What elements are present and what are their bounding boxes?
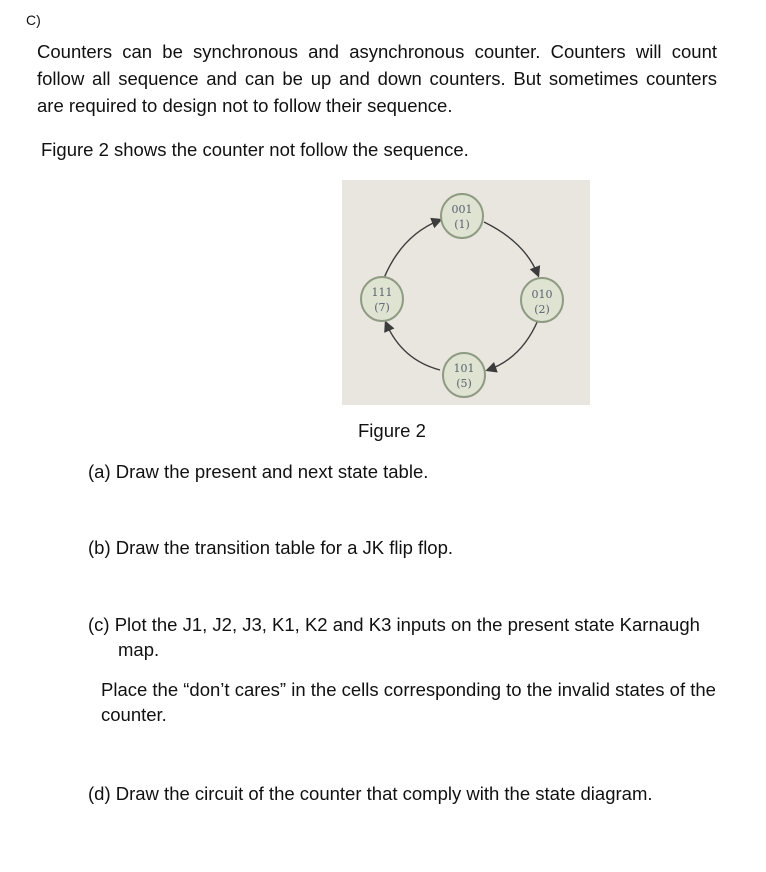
question-c-line-1: (c) Plot the J1, J2, J3, K1, K2 and K3 inputs on the present state Karnaugh (88, 614, 700, 635)
question-c (88, 612, 728, 662)
state-2-binary: 010 (531, 288, 553, 301)
state-1-binary: 001 (451, 203, 473, 216)
section-label: C) (26, 12, 41, 28)
intro-paragraph: Counters can be synchronous and asynchronous counter. Counters will count follow all sequence and can be up and down counters. But sometimes counters are required to design not to follow their sequence. (37, 41, 717, 116)
state-7-binary: 111 (371, 286, 393, 299)
question-c-line-2: map. (118, 639, 160, 660)
question-a: (a) Draw the present and next state table. (88, 461, 429, 482)
state-2-decimal: (2) (534, 303, 550, 316)
question-b: (b) Draw the transition table for a JK flip flop. (88, 537, 454, 558)
figure-caption: Figure 2 (358, 420, 426, 441)
state-node-7 (361, 277, 403, 321)
state-diagram-figure (342, 180, 590, 405)
question-d: (d) Draw the circuit of the counter that comply with the state diagram. (88, 783, 653, 804)
state-node-5 (443, 353, 485, 397)
dont-cares-note: Place the “don’t cares” in the cells corresponding to the invalid states of the counter. (101, 679, 716, 725)
state-5-binary: 101 (453, 362, 475, 375)
figure-reference: Figure 2 shows the counter not follow the sequence. (41, 139, 469, 160)
state-node-1 (441, 194, 483, 238)
state-1-decimal: (1) (454, 218, 470, 231)
state-5-decimal: (5) (456, 377, 472, 390)
state-7-decimal: (7) (374, 301, 390, 314)
state-node-2 (521, 278, 563, 322)
